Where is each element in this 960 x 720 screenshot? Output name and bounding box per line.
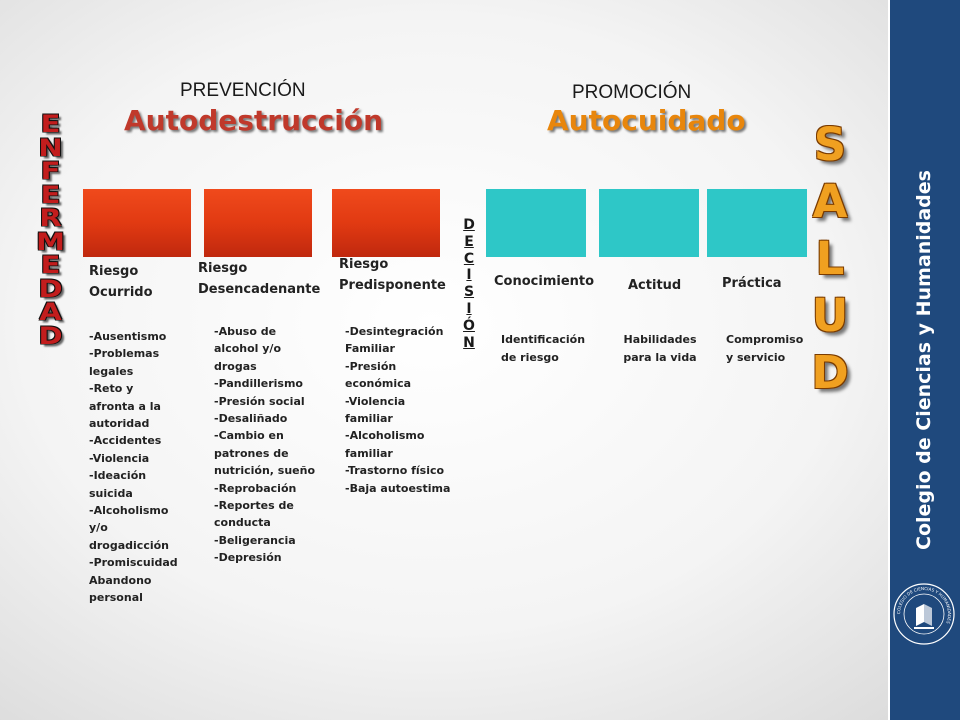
risk-label-desencadenante: Riesgo Desencadenante (198, 261, 321, 297)
risk-list-item: -Pandillerismo (214, 377, 303, 391)
enfermedad-letter: N (38, 133, 63, 162)
promotion-heading: PROMOCIÓN (572, 82, 692, 103)
care-box-practica (707, 189, 807, 257)
risk-list-item: -Desaliñado (214, 412, 288, 426)
risk-label-predisponente: Riesgo Predisponente (339, 257, 446, 293)
risk-list-item: -Accidentes (89, 434, 162, 448)
risk-box-ocurrido (83, 189, 191, 257)
salud-letter: S (813, 118, 847, 171)
enfermedad-letter: R (39, 203, 62, 232)
salud-letter: A (812, 175, 848, 228)
risk-list-item: -Presión social (214, 394, 305, 408)
risk-list-item: -Violencia (89, 451, 150, 465)
risk-list-predisponente (345, 323, 451, 497)
enfermedad-letter: E (40, 180, 61, 209)
enfermedad-letter: D (38, 321, 63, 350)
risk-list-item: -Abuso de alcohol y/o drogas (214, 325, 282, 373)
decision-letter: S (463, 284, 475, 301)
care-desc-practica: Compromiso y servicio (726, 333, 804, 364)
decision-letter: Ó (463, 317, 475, 334)
risk-box-desencadenante (204, 189, 312, 257)
salud-letter: L (815, 232, 845, 285)
care-label-practica: Práctica (722, 276, 782, 291)
risk-label-ocurrido: Riesgo Ocurrido (89, 264, 153, 300)
salud-letter: D (811, 346, 849, 399)
risk-list-item: -Reportes de conducta (214, 499, 294, 530)
risk-list-item: -Alcoholismo familiar (345, 429, 425, 460)
institution-logo (888, 574, 960, 654)
risk-list-item: -Promiscuidad Abandono personal (89, 556, 178, 605)
risk-list-item: -Ausentismo (89, 330, 167, 343)
decision-letter: I (466, 300, 472, 317)
risk-box-predisponente (332, 189, 440, 257)
care-label-conocimiento: Conocimiento (494, 274, 595, 289)
enfermedad-letter: E (40, 109, 61, 138)
prevention-heading: PREVENCIÓN (180, 80, 306, 101)
enfermedad-letter: A (39, 297, 62, 326)
risk-list-item: -Reprobación (214, 481, 297, 495)
decision-letter: E (464, 233, 474, 250)
risk-list-item: -Baja autoestima (345, 481, 451, 495)
risk-list-item: -Reto y afronta a la autoridad (89, 382, 161, 431)
risk-list-desencadenante (214, 323, 320, 567)
risk-list-item: -Cambio en patrones de nutrición, sueño (214, 429, 316, 478)
decision-vertical-word (459, 218, 479, 352)
risk-list-item: -Trastorno físico (345, 464, 445, 478)
decision-letter: N (463, 334, 475, 351)
prevention-title: Autodestrucción (124, 104, 384, 137)
risk-list-item: -Alcoholismo y/o drogadicción (89, 504, 169, 552)
care-box-actitud (599, 189, 699, 257)
salud-letter: U (811, 289, 849, 342)
enfermedad-letter: M (36, 227, 65, 256)
risk-list-item: -Beligerancia (214, 533, 296, 547)
svg-text:COLEGIO DE CIENCIAS Y HUMANIDA: COLEGIO DE CIENCIAS Y HUMANIDADES (895, 585, 953, 625)
enfermedad-letter: F (40, 156, 61, 185)
risk-list-item: -Ideación suicida (89, 469, 147, 500)
decision-letter: C (463, 250, 475, 267)
risk-list-item: -Depresión (214, 551, 282, 565)
promotion-title: Autocuidado (547, 104, 746, 137)
care-desc-actitud: Habilidades para la vida (623, 333, 697, 364)
decision-letter: I (466, 267, 472, 284)
risk-list-item: -Problemas legales (89, 347, 160, 378)
care-desc-conocimiento: Identificación de riesgo (501, 333, 586, 364)
decision-letter: D (463, 217, 475, 233)
care-box-conocimiento (486, 189, 586, 257)
sidebar-title: Colegio de Ciencias y Humanidades (913, 170, 936, 550)
enfermedad-letter: E (40, 250, 61, 279)
risk-list-item: -Violencia familiar (345, 394, 406, 426)
risk-list-item: -Presión económica (345, 359, 412, 391)
risk-list-item: -Desintegración Familiar (345, 325, 444, 356)
enfermedad-letter: D (38, 274, 63, 303)
risk-list-ocurrido (89, 328, 181, 607)
care-label-actitud: Actitud (628, 278, 682, 293)
enfermedad-vertical-word (28, 109, 73, 350)
